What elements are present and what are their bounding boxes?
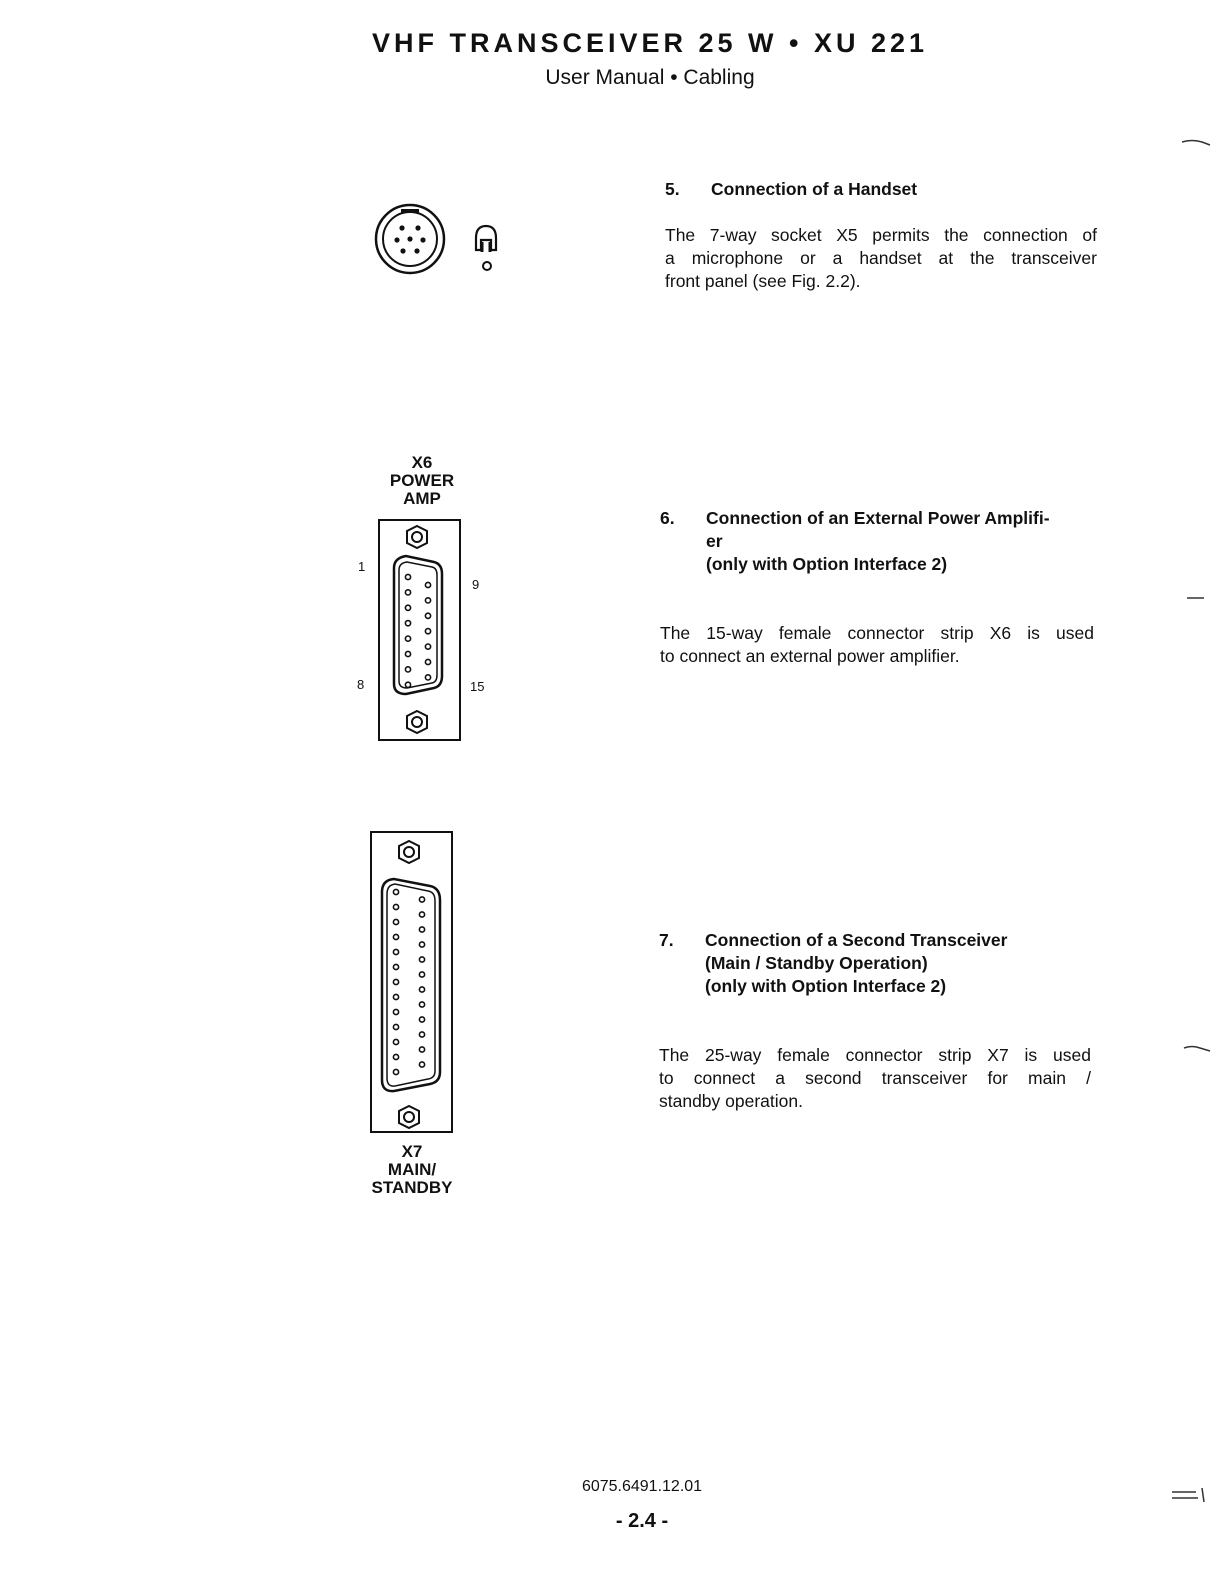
pin-hole [405, 651, 410, 656]
scan-mark [1180, 136, 1216, 150]
x7-label-line: MAIN/ [387, 1160, 437, 1179]
section-number: 6. [660, 508, 675, 528]
x6-label [370, 454, 474, 508]
section-heading-line: er [706, 531, 723, 551]
pin-hole [393, 994, 398, 999]
scan-mark [1182, 1042, 1212, 1056]
pin-hole [405, 590, 410, 595]
pin-hole [393, 889, 398, 894]
pin-hole [393, 1024, 398, 1029]
screw-icon [407, 711, 427, 733]
x6-pin-label: 8 [357, 677, 365, 692]
pin-hole [405, 605, 410, 610]
page-number: - 2.4 - [615, 1510, 669, 1532]
section-5 [665, 178, 1097, 293]
pin-hole [419, 957, 424, 962]
x6-connector-figure [376, 518, 466, 744]
page-subtitle: User Manual • Cabling [545, 66, 755, 89]
x6-pin-label: 15 [470, 679, 485, 694]
x6-label-line: AMP [403, 489, 441, 508]
x7-label [356, 1143, 468, 1197]
page-title: VHF TRANSCEIVER 25 W • XU 221 [371, 28, 929, 58]
pin-hole [393, 1069, 398, 1074]
pin-hole [419, 1047, 424, 1052]
pin-hole [405, 667, 410, 672]
x6-label-line: POWER [389, 471, 455, 490]
pin-hole [425, 629, 430, 634]
section-number: 5. [665, 179, 680, 199]
pin-hole [393, 904, 398, 909]
screw-icon [399, 1106, 419, 1128]
pin-hole [419, 942, 424, 947]
pin-hole [425, 582, 430, 587]
pin-hole [419, 927, 424, 932]
x7-connector-figure [368, 830, 458, 1136]
pin-hole [419, 912, 424, 917]
pin-hole [419, 1062, 424, 1067]
x6-pin-label: 1 [358, 559, 366, 574]
pin-hole [419, 897, 424, 902]
pin-hole [405, 574, 410, 579]
section-heading-line: Connection of a Second Transceiver [705, 930, 1008, 950]
section-body-line: front panel (see Fig. 2.2). [665, 271, 861, 291]
x6-pin-label: 9 [472, 577, 480, 592]
screw-icon [399, 841, 419, 863]
handset-icon [476, 226, 496, 270]
section-heading-line: Connection of a Handset [711, 179, 918, 199]
section-heading-line: (only with Option Interface 2) [706, 554, 948, 574]
section-6 [660, 507, 1094, 668]
section-6-heading [660, 507, 1094, 576]
pin-hole [393, 1039, 398, 1044]
x6-label-line: X6 [411, 453, 433, 472]
section-body-line: to connect an external power amplifier. [660, 646, 960, 666]
pin-hole [425, 675, 430, 680]
x5-socket-icon [376, 205, 444, 273]
section-body-line: to connect a second transceiver for main / [659, 1068, 1091, 1088]
pin-hole [405, 621, 410, 626]
x7-label-line: STANDBY [371, 1178, 453, 1197]
section-heading-line: (Main / Standby Operation) [705, 953, 928, 973]
section-body-line: standby operation. [659, 1091, 803, 1111]
screw-icon [407, 526, 427, 548]
pin-hole [419, 1032, 424, 1037]
section-body-line: The 15-way female connector strip X6 is used [660, 623, 1094, 643]
pin-hole [405, 682, 410, 687]
pin-hole [393, 919, 398, 924]
pin-hole [419, 1002, 424, 1007]
pin-hole [419, 1017, 424, 1022]
x7-label-line: X7 [401, 1142, 423, 1161]
x7-pin-group [393, 889, 424, 1074]
pin-hole [393, 1009, 398, 1014]
section-heading-line: (only with Option Interface 2) [705, 976, 947, 996]
pin-hole [393, 979, 398, 984]
x5-socket-figure [370, 202, 510, 282]
section-body-line: The 7-way socket X5 permits the connection of [665, 225, 1097, 245]
pin-hole [425, 613, 430, 618]
section-7-heading [659, 929, 1091, 998]
pin-hole [425, 659, 430, 664]
section-body-line: a microphone or a handset at the transceiver [665, 248, 1097, 268]
section-body-line: The 25-way female connector strip X7 is used [659, 1045, 1091, 1065]
pin-hole [393, 949, 398, 954]
section-number: 7. [659, 930, 674, 950]
x6-pin-group [405, 574, 430, 687]
pin-hole [419, 987, 424, 992]
section-5-heading [665, 178, 1097, 201]
scan-mark [1186, 594, 1206, 602]
pin-hole [393, 934, 398, 939]
pin-hole [393, 1054, 398, 1059]
pin-hole [393, 964, 398, 969]
document-code: 6075.6491.12.01 [581, 1478, 703, 1495]
pin-hole [405, 636, 410, 641]
section-heading-line: Connection of an External Power Amplifi- [706, 508, 1050, 528]
section-7 [659, 929, 1091, 1113]
pin-hole [425, 598, 430, 603]
pin-hole [419, 972, 424, 977]
pin-hole [425, 644, 430, 649]
